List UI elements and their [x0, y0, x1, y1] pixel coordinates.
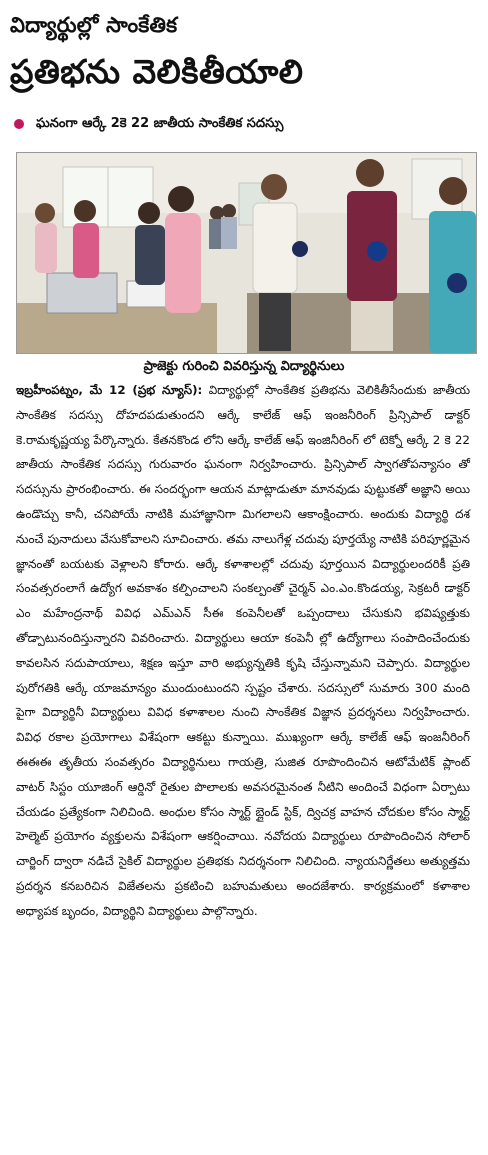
- article-body: [16, 378, 470, 924]
- subheadline: [14, 112, 283, 136]
- headline-kicker: విద్యార్థుల్లో సాంకేతిక: [10, 13, 178, 37]
- photo-caption: ప్రాజెక్టు గురించి వివరిస్తున్న విద్యార్థినులు: [143, 359, 345, 374]
- headline-main: ప్రతిభను వెలికితీయాలి: [10, 52, 304, 91]
- article-text: విద్యార్థుల్లో సాంకేతిక ప్రతిభను వెలికితీసేందుకు జాతీయ సాంకేతిక సదస్సు దోహదపడుతుందని ఆర్కే కాలేజ్ ఆఫ్ ఇంజనీరింగ్ ప్రిన్సిపాల్ డాక్టర్ కె.రామకృష్ణయ్య పేర్కొన్నారు. కేతనకొండ లోని ఆర్కే కాలేజ్ ఆఫ్ ఇంజినీరింగ్ లో టెక్నో ఆర్కే 2 కె 22 జాతీయ సాంకేతిక సదస్సు గురువారం ఘనంగా నిర్వహించారు. ప్రిన్సిపాల్ స్వాగతోపన్యాసం తో సదస్సును ప్రారంభించారు. ఈ సందర్భంగా ఆయన మాట్లాడుతూ మానవుడు పుట్టుకతో అజ్ఞాని అయి ఉండొచ్చు కానీ, చనిపోయే నాటికి మహాజ్ఞానిగా మిగలాలని ఆకాంక్షించారు. అందుకు విద్యార్థి దశ నుంచే పునాదులు వేసుకోవాలని సూచించారు. తమ నాలుగేళ్ల చదువు పూర్తయ్యే నాటికి పరిపూర్ణమైన జ్ఞానంతో బయటకు వెళ్లాలని కోరారు. ఆర్కే కళాశాలల్లో చదువు పూర్తయిన విద్యార్థులందరికీ ప్రతి సంవత్సరంలాగే ఉద్యోగ అవకాశం కల్పించాలని సంకల్పంతో చైర్మన్ ఎం.ఎం.కొండయ్య, సెక్రటరీ డాక్టర్ ఎం మహేంద్రనాథ్ వివిధ ఎమ్ఎన్ సీఈ కంపెనీలతో ఒప్పందాలు చేసుకుని భవిష్యత్తుకు తోడ్పాటునందిస్తున్నారని వివరించారు. విద్యార్థులు ఆయా కంపెనీ ల్లో ఉద్యోగాలు సంపాదించేందుకు కావలసిన సదుపాయాలు, శిక్షణ ఇస్తూ వారి అభ్యున్నతికి కృషి చేస్తున్నామని చెప్పారు. విద్యార్థుల పురోగతికి ఆర్కే యాజమాన్యం ముందుంటుందని స్పష్టం చేశారు. సదస్సులో సుమారు 300 మంది పైగా విద్యార్థినీ విద్యార్థులు వివిధ కళాశాలల నుంచి సాంకేతిక విజ్ఞాన ప్రదర్శనలు నిర్వహించారు. వివిధ రకాల ప్రయోగాలు విశేషంగా ఆకట్టు కున్నాయి. ముఖ్యంగా ఆర్కే కాలేజ్ ఆఫ్ ఇంజనీరింగ్ ఈఈఈ తృతీయ సంవత్సరం విద్యార్థినులు గాయత్రి, సుజిత రూపొందించిన ఆటోమేటిక్ ప్లాంట్ వాటర్ సిస్టం యూజింగ్ ఆర్డినో రైతుల పొలాలకు అవసరమైనంత నీటిని అందించే విధంగా ఏర్పాటు చేయడం ప్రత్యేకంగా నిలిచింది. అంధుల కోసం స్మార్ట్ బ్లైండ్ స్టిక్, ద్విచక్ర వాహన చోదకుల కోసం స్మార్ట్ హెల్మెట్ ప్రయోగం వ్యక్తులను విశేషంగా ఆకర్షించాయి. నవోదయ విద్యార్థులు రూపొందించిన సోలార్ చార్జింగ్ ద్వారా నడిచే సైకిల్ విద్యార్థుల ప్రతిభకు నిదర్శనంగా నిలిచింది. న్యాయనిర్ణేతలు అత్యుత్తమ ప్రదర్శన కనబరిచిన విజేతలను ప్రకటించి బహుమతులు అందజేశారు. కార్యక్రమంలో కళాశాల అధ్యాపక బృందం, విద్యార్థిని విద్యార్థులు పాల్గొన్నారు.: [16, 383, 471, 918]
- dateline: ఇబ్రహీంపట్నం, మే 12 (ప్రభ న్యూస్):: [16, 383, 203, 397]
- subheadline-text: ఘనంగా ఆర్కే 2కె 22 జాతీయ సాంకేతిక సదస్సు: [36, 116, 284, 131]
- bullet-icon: [14, 119, 24, 129]
- news-photo: [16, 152, 477, 354]
